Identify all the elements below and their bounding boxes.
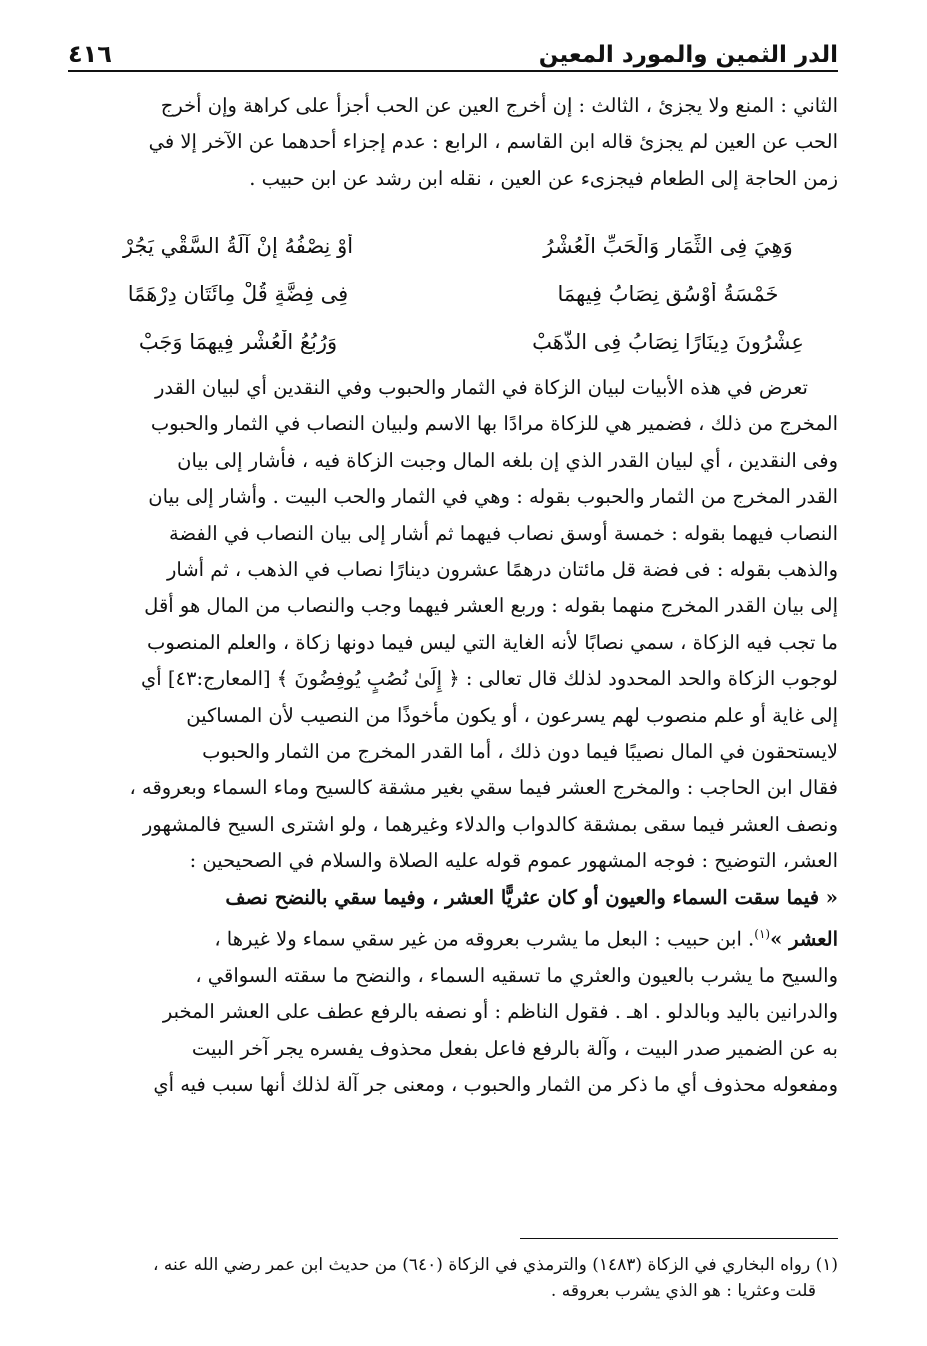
text-line: إلى غاية أو علم منصوب لهم يسرعون ، أو يكون مأخوذًا من النصيب لأن المساكين (186, 703, 838, 727)
text-line: والسيح ما يشرب بالعيون والعثري ما تسقيه السماء ، والنضح ما سقته السواقي ، (195, 964, 838, 987)
verse-second-hemistich: أَوْ نِصْفُهُ إِنْ آلَةُ السَّقْيِ يَجُرْ (122, 234, 354, 258)
text-line: الحب عن العين لم يجزئ قاله ابن القاسم ، الرابع : عدم إجزاء أحدهما عن الآخر إلا في (148, 130, 838, 154)
verse-line (68, 222, 838, 270)
verse-first-hemistich: عِشْرُونَ دِينَارًا نِصَابُ فِى الذَّهَبْ (532, 330, 804, 354)
text-line: به عن الضمير صدر البيت ، وآلة بالرفع فاعل بفعل محذوف يفسره يجر آخر البيت (191, 1036, 838, 1060)
text-line: القدر المخرج من الثمار والحبوب بقوله : وهي في الثمار والحب البيت . وأشار إلى بيان (148, 485, 838, 509)
text-line: إلى بيان القدر المخرج منهما بقوله : وربع العشر فيهما وجب والنصاب من المال هو أقل (144, 594, 838, 618)
page-number: ٤١٦ (68, 40, 112, 68)
text-segment: . ابن حبيب : البعل ما يشرب بعروقه من غير سقي سماء ولا غيرها ، (214, 927, 755, 951)
book-title: الدر الثمين والمورد المعين (538, 42, 838, 68)
text-line: وفى النقدين ، أي لبيان القدر الذي إن بلغه المال وجبت الزكاة فيه ، فأشار إلى بيان (177, 448, 838, 472)
footnote-line: قلت وعثريا : هو الذي يشرب بعروقه . (550, 1281, 816, 1301)
text-line: المخرج من ذلك ، فضمير هي للزكاة مرادًا بها الاسم ولبيان النصاب في الثمار والحبوب (150, 412, 838, 436)
footnote (68, 1252, 838, 1304)
verse-second-hemistich: وَرُبُعُ الْعُشْرِ فِيهِمَا وَجَبْ (138, 330, 338, 354)
text-line: والذهب بقوله : فى فضة قل مائتان درهمًا عشرون دينارًا نصاب في الذهب ، ثم أشار (166, 558, 838, 582)
hadith-quote-end: العشر » (770, 927, 838, 951)
intro-paragraph (68, 88, 838, 197)
text-line: النصاب فيهما بقوله : خمسة أوسق نصاب فيهما ثم أشار إلى بيان النصاب في الفضة (169, 521, 838, 545)
text-line: لوجوب الزكاة والحد المحدود لذلك قال تعالى : ﴿ إِلَىٰ نُصُبٍ يُوفِضُونَ ﴾ [المعارج:٤٣] أي (140, 667, 838, 691)
text-line: ومفعوله محذوف أي ما ذكر من الثمار والحبوب ، ومعنى جر آلة لذلك أنها سبب فيه أي (153, 1073, 838, 1097)
footnote-divider (520, 1238, 838, 1239)
poem-verses (68, 222, 838, 366)
verse-line (68, 270, 838, 318)
commentary-paragraph (68, 370, 838, 1104)
text-line (68, 916, 838, 958)
text-line: ونصف العشر فيما سقى بمشقة كالدواب والدلاء وغيرهما ، ولو اشترى السيح فالمشهور (142, 812, 838, 836)
verse-second-hemistich: فِى فِضَّةٍ قُلْ مِائَتَانِ دِرْهَمًا (127, 282, 349, 306)
verse-first-hemistich: خَمْسَةُ أَوْسُقٍ نِصَابُ فِيهِمَا (557, 282, 779, 306)
text-line: والدرانين باليد وبالدلو . اهـ . فقول الناظم : أو نصفه بالرفع عطف على العشر المخبر (162, 1000, 838, 1024)
text-line: الثاني : المنع ولا يجزئ ، الثالث : إن أخرج العين عن الحب أجزأ على كراهة وإن أخرج (160, 94, 838, 117)
text-line: فقال ابن الحاجب : والمخرج العشر فيما سقي بغير مشقة كالسيح وماء السماء وبعروقه ، (129, 776, 838, 800)
text-line: تعرض في هذه الأبيات لبيان الزكاة في الثمار والحبوب وفي النقدين أي لبيان القدر (154, 376, 808, 399)
text-line: لايستحقون في المال نصيبًا فيما دون ذلك ، أما القدر المخرج من الثمار والحبوب (202, 740, 838, 764)
verse-first-hemistich: وَهِيَ فِى الثِّمَارِ وَالْحَبِّ الْعُشْرُ (543, 234, 793, 258)
hadith-quote-line: « فيما سقت السماء والعيون أو كان عثريًّا العشر ، وفيما سقي بالنضح نصف (225, 885, 838, 909)
verse-line (68, 318, 838, 366)
footnote-line: (١) رواه البخاري في الزكاة (١٤٨٣) والترمذي في الزكاة (٦٤٠) من حديث ابن عمر رضي الله عنه ، (153, 1255, 838, 1275)
footnote-reference: (١) (754, 927, 771, 942)
page-header (68, 36, 838, 72)
text-line: زمن الحاجة إلى الطعام فيجزىء عن العين ، نقله ابن رشد عن ابن حبيب . (249, 166, 838, 190)
text-line: ما تجب فيه الزكاة ، سمي نصابًا لأنه الغاية التي ليس فيما دونها زكاة ، والعلم المنصوب (146, 630, 838, 654)
text-line: العشر، التوضيح : فوجه المشهور عموم قوله عليه الصلاة والسلام في الصحيحين : (189, 849, 838, 873)
